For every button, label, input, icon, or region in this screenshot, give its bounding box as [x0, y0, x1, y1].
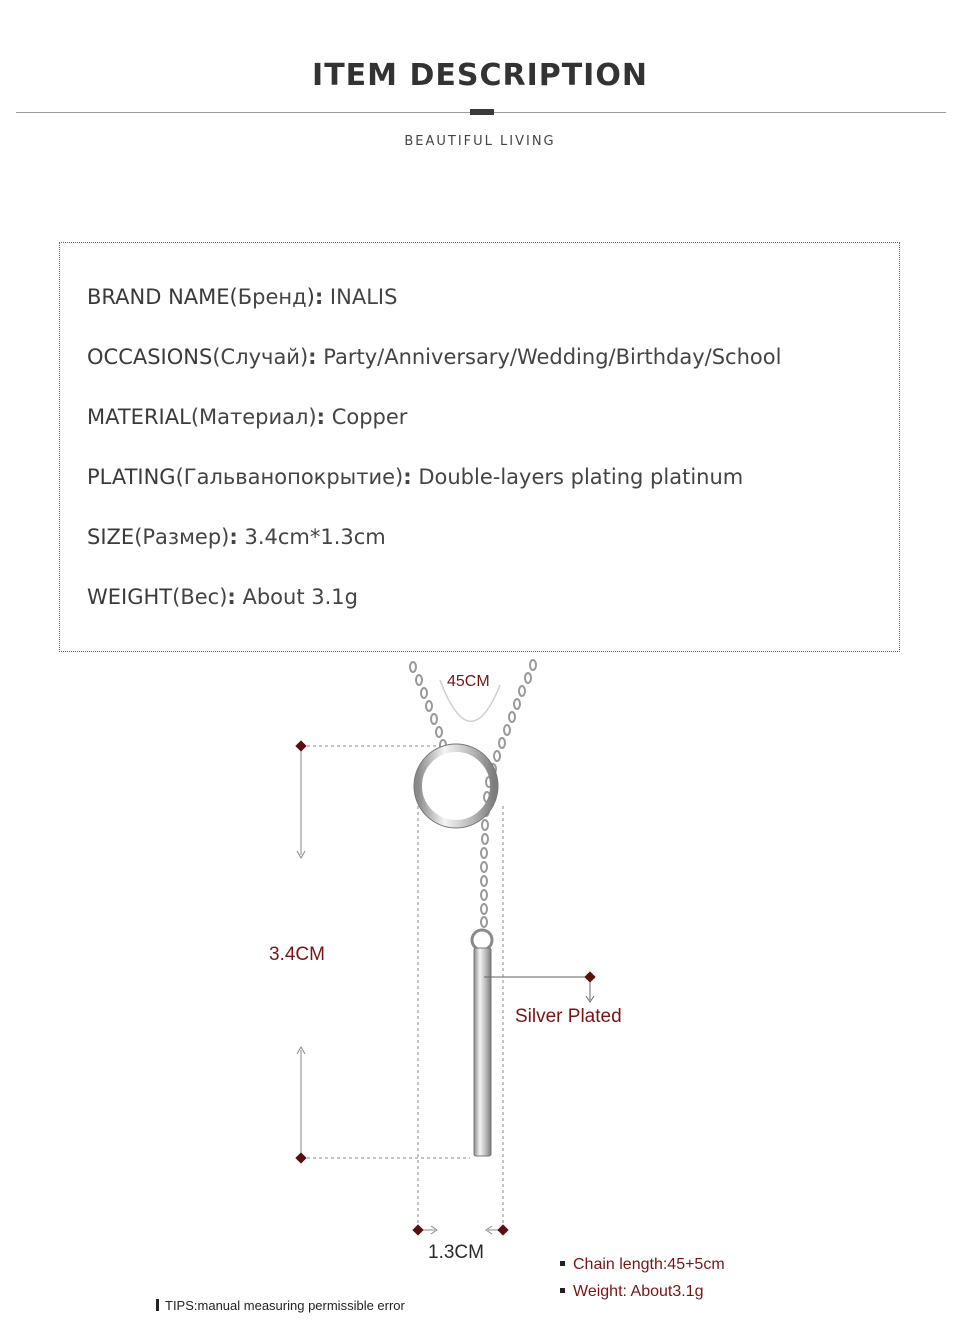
spec-box: [59, 242, 900, 652]
bullet-icon: [560, 1261, 565, 1266]
ring-pendant: [418, 748, 494, 824]
width-label: 1.3CM: [428, 1242, 484, 1263]
bar-loop: [472, 930, 492, 950]
page-title: ITEM DESCRIPTION: [312, 58, 648, 93]
header-divider-mark: [470, 109, 494, 115]
spec-weight: WEIGHT(Вес): About 3.1g: [87, 585, 358, 609]
height-label: 3.4CM: [269, 944, 325, 965]
chain-length-label: 45CM: [447, 673, 490, 690]
bullet-icon: [560, 1288, 565, 1293]
necklace-diagram: [0, 655, 960, 1338]
bar-pendant: [474, 948, 491, 1156]
plating-marker: [584, 971, 595, 982]
spec-brand: BRAND NAME(Бренд): INALIS: [87, 285, 398, 309]
tips-bar-icon: [156, 1299, 159, 1311]
weight-note: Weight: About3.1g: [560, 1283, 703, 1301]
chain-length-note: Chain length:45+5cm: [560, 1256, 725, 1274]
plating-pointer: [484, 977, 594, 1002]
page-subtitle: BEAUTIFUL LIVING: [404, 134, 556, 149]
spec-plating: PLATING(Гальванопокрытие): Double-layers plating platinum: [87, 465, 744, 489]
tips-note: TIPS:manual measuring permissible error: [156, 1298, 405, 1313]
plating-label: Silver Plated: [515, 1006, 622, 1027]
spec-size: SIZE(Размер): 3.4cm*1.3cm: [87, 525, 386, 549]
spec-material: MATERIAL(Материал): Copper: [87, 405, 408, 429]
chain-left: [410, 662, 446, 750]
spec-occasions: OCCASIONS(Случай): Party/Anniversary/Wedding/Birthday/School: [87, 345, 782, 369]
